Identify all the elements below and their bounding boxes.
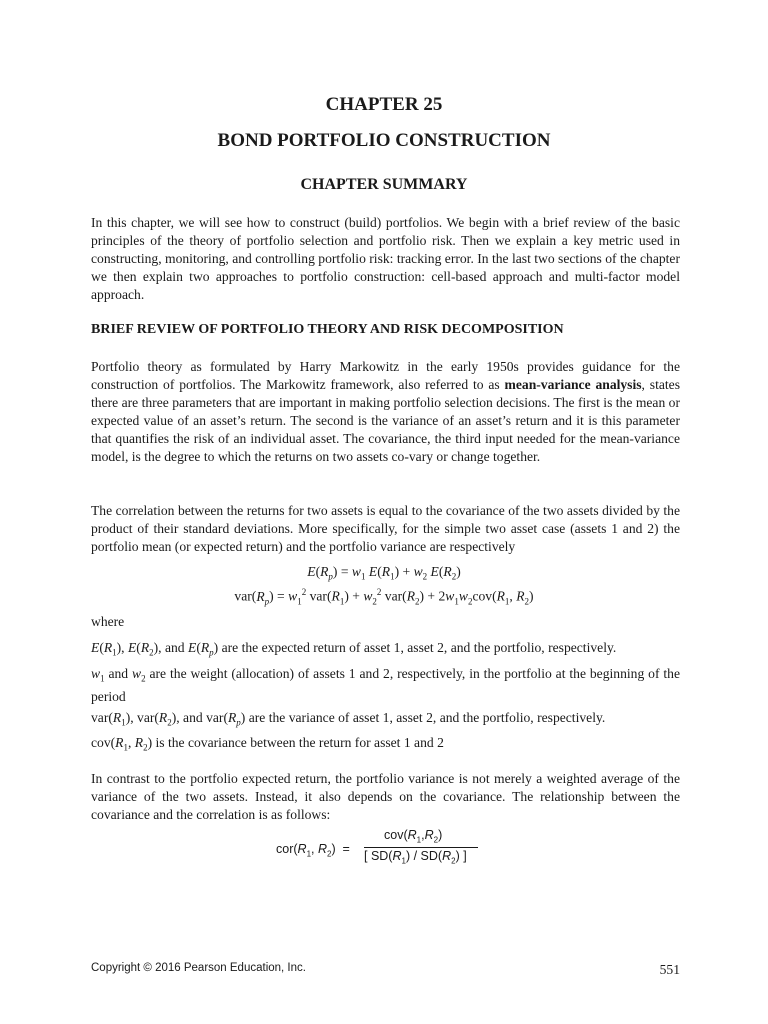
para1-text-after: , states there are three parameters that are important in making portfolio selection decisions. The first is the mean or expected value of an asset’s return. The second is the variance of an asset’s return and it is this parameter that quantifies the risk of an individual asset. The covariance, the third input needed for the mean-variance model, is the degree to which the returns on two assets co-vary or change together. (91, 377, 680, 464)
equation-expected-return: $E(R_p) = w_1$ $E(R_1) + w_2$ $E(R_2)$ (307, 564, 461, 582)
copyright-notice: Copyright © 2016 Pearson Education, Inc. (91, 962, 306, 974)
document-page: CHAPTER 25 BOND PORTFOLIO CONSTRUCTION CHAPTER SUMMARY In this chapter, we will see how to construct (build) portfolios. We begin with a brief review of the basic principles of the theory of portfolio selection and portfolio risk. Then we explain a key metric used in constructing, monitoring, and controlling portfolio risk: tracking error. In the last two sections of the chapter we then explain two approaches to portfolio construction: cell-based approach and multi-factor model approach. BRIEF REVIEW OF PORTFOLIO THEORY AND RISK DECOMPOSITION Portfolio theory as formulated by Harry Markowitz in the early 1950s provides guidance for the construction of portfolios. The Markowitz framework, also referred to as mean-variance analysis, states there are three parameters that are important in making portfolio selection decisions. The first is the mean or expected value of an asset’s return. The second is the variance of an asset’s return and it is this parameter that quantifies the risk of an individual asset. The covariance, the third input needed for the mean-variance model, is the degree to which the returns on two assets co-vary or change together. The correlation between the returns for two assets is equal to the covariance of the two assets divided by the product of their standard deviations. More specifically, for the simple two asset case (assets 1 and 2) the portfolio mean (or expected return) and the portfolio variance are respectively $E(R_p) = w_1$ $E(R_1) + w_2$ $E(R_2)$ $var(R_p) = w_1^2$ $var(R_1) + w_2^2$ $var(R_2) + 2w_1w_2cov(R_1$, $R_2$) where $E(R_1)$, $E(R_2)$, and $E(R_p)$ are the expected return of asset 1, asset 2, and the portfolio, respectively. $w_1$ and $w_2$ are the weight (allocation) of assets 1 and 2, respectively, in the portfolio at the beginning of the period $var(R_1)$, $var(R_2)$, and $var(R_p)$ are the variance of asset 1, asset 2, and the portfolio, respectively. $cov(R_1$, $R_2$) is the covariance between the return for asset 1 and 2 In contrast to the portfolio expected return, the portfolio variance is not merely a weighted average of the variance of the two assets. Instead, it also depends on the covariance. The relationship between the covariance and the correlation is as follows: $cor(R_1$, $R_2$) = $cov(R_1,R_2)$ [ $SD(R_1) / SD(R_2)$ ] Copyright © 2016 Pearson Education, Inc. 551 (0, 0, 768, 1024)
definition-weights: $w_1$ and $w_2$ are the weight (allocation) of assets 1 and 2, respectively, in the portfolio at the beginning of the period (91, 666, 680, 704)
def1-text: are the expected return of asset 1, asset 2, and the portfolio, respectively. (218, 640, 617, 655)
chapter-title: BOND PORTFOLIO CONSTRUCTION (217, 130, 551, 151)
definition-variances: $var(R_1)$, $var(R_2)$, and $var(R_p)$ are the variance of asset 1, asset 2, and the portfolio, respectively. (91, 710, 606, 728)
mean-variance-term: mean-variance analysis (504, 377, 642, 392)
paragraph-contrast: In contrast to the portfolio expected return, the portfolio variance is not merely a weighted average of the variance of the two assets. Instead, it also depends on the covariance. The relationship between the covariance and the correlation is as follows: (91, 771, 680, 822)
equation-portfolio-variance: $var(R_p) = w_1^2$ $var(R_1) + w_2^2$ $var(R_2) + 2w_1w_2cov(R_1$, $R_2$) (234, 587, 534, 607)
para1-text-before: Portfolio theory as formulated by Harry Markowitz in the early 1950s provides guidance for the construction of portfolios. The Markowitz framework, also referred to as (91, 359, 680, 392)
section-heading: BRIEF REVIEW OF PORTFOLIO THEORY AND RISK DECOMPOSITION (91, 322, 564, 337)
chapter-number: CHAPTER 25 (325, 94, 443, 115)
intro-paragraph: In this chapter, we will see how to construct (build) portfolios. We begin with a brief review of the basic principles of the theory of portfolio selection and portfolio risk. Then we explain a key metric used in constructing, monitoring, and controlling portfolio risk: tracking error. In the last two sections of the chapter we then explain two approaches to portfolio construction: cell-based approach and multi-factor model approach. (91, 215, 680, 302)
def3-text: are the variance of asset 1, asset 2, and the portfolio, respectively. (245, 710, 606, 725)
definition-expected-returns: $E(R_1)$, $E(R_2)$, and $E(R_p)$ are the expected return of asset 1, asset 2, and the portfolio, respectively. (91, 640, 617, 658)
def4-text: is the covariance between the return for asset 1 and 2 (152, 735, 444, 750)
where-label: where (91, 614, 125, 629)
summary-heading: CHAPTER SUMMARY (300, 176, 468, 193)
definition-covariance: $cov(R_1$, $R_2$) is the covariance between the return for asset 1 and 2 (91, 735, 444, 753)
paragraph-markowitz (91, 358, 680, 466)
def2-text: are the weight (allocation) of assets 1 and 2, respectively, in the portfolio at the beginning of the period (91, 666, 680, 704)
paragraph-correlation: The correlation between the returns for two assets is equal to the covariance of the two assets divided by the product of their standard deviations. More specifically, for the simple two asset case (assets 1 and 2) the portfolio mean (or expected return) and the portfolio variance are respectively (91, 503, 680, 554)
page-number: 551 (659, 962, 680, 977)
